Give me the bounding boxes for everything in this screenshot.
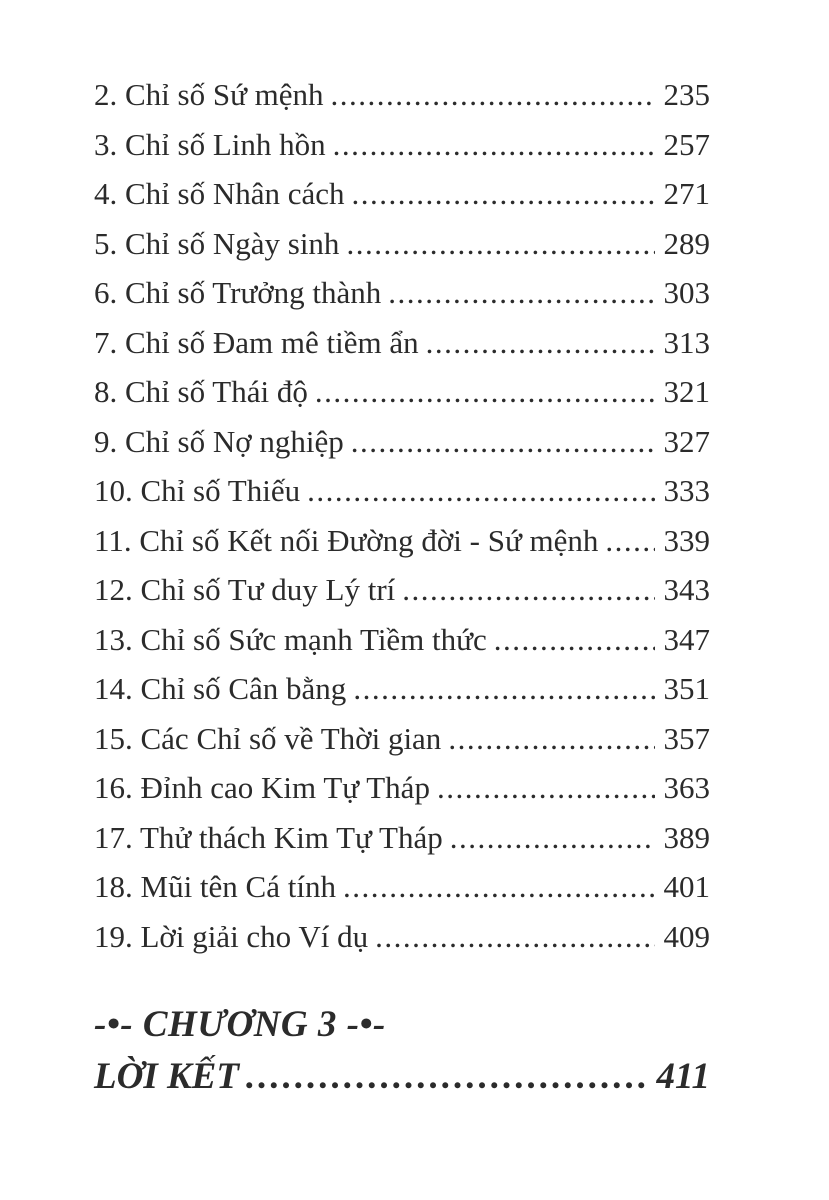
dot-leader [246,1051,648,1103]
toc-item-title: 19. Lời giải cho Ví dụ [94,918,369,954]
toc-item [94,664,710,714]
dot-leader [448,714,654,764]
toc-item-title: 11. Chỉ số Kết nối Đường đời - Sứ mệnh [94,522,599,558]
chapter-entry-page-number: 411 [656,1056,710,1097]
toc-item-title: 6. Chỉ số Trưởng thành [94,275,382,310]
dot-leader [494,615,655,665]
toc-item [94,516,710,566]
toc-item-page-number: 339 [663,522,710,558]
toc-item-page-number: 271 [663,176,710,211]
toc-item-page-number: 389 [663,819,710,855]
dot-leader [605,516,654,566]
toc-item [94,120,710,170]
toc-item-page-number: 401 [663,869,710,904]
dot-leader [437,763,655,813]
toc-item [94,70,710,120]
toc-item [94,714,710,764]
dot-leader [343,862,655,912]
toc-item-title: 13. Chỉ số Sức mạnh Tiềm thức [94,621,487,657]
toc-item [94,813,710,863]
toc-item-page-number: 409 [663,918,710,954]
toc-item [94,219,710,269]
toc-item-page-number: 303 [663,275,710,310]
toc-item [94,862,710,912]
toc-item-page-number: 321 [663,374,710,409]
dot-leader [346,219,654,269]
toc-item-title: 15. Các Chỉ số về Thời gian [94,720,442,756]
toc-item [94,466,710,516]
dot-leader [353,664,654,714]
toc-item-page-number: 347 [663,621,710,657]
toc-item [94,615,710,665]
toc-item-page-number: 333 [663,473,710,508]
toc-item-title: 2. Chỉ số Sứ mệnh [94,77,324,112]
chapter-entry [94,1051,710,1103]
toc-item-page-number: 289 [663,225,710,261]
toc-item-title: 5. Chỉ số Ngày sinh [94,225,340,261]
toc-item [94,565,710,615]
toc-item [94,367,710,417]
chapter-section [94,999,710,1103]
toc-item-title: 4. Chỉ số Nhân cách [94,176,345,211]
toc-item-page-number: 257 [663,126,710,162]
toc-item-title: 7. Chỉ số Đam mê tiềm ẩn [94,324,419,360]
toc-item-title: 14. Chỉ số Cân bằng [94,671,347,706]
toc-item-page-number: 343 [663,572,710,607]
dot-leader [402,565,654,615]
toc-item-title: 16. Đỉnh cao Kim Tự Tháp [94,770,430,805]
toc-item [94,318,710,368]
toc-item [94,912,710,962]
toc-item-page-number: 351 [663,671,710,706]
dot-leader [331,70,655,120]
toc-item [94,763,710,813]
toc-item-page-number: 235 [663,77,710,112]
dot-leader [375,912,654,962]
toc-item-title: 17. Thử thách Kim Tự Tháp [94,819,443,855]
toc-item-page-number: 327 [663,423,710,459]
toc-item [94,268,710,318]
toc-item [94,169,710,219]
dot-leader [315,367,655,417]
toc-item [94,417,710,467]
toc-item-page-number: 363 [663,770,710,805]
dot-leader [450,813,655,863]
toc-list [94,70,710,961]
dot-leader [351,417,655,467]
toc-item-title: 8. Chỉ số Thái độ [94,374,308,409]
dot-leader [307,466,654,516]
chapter-heading: -•- CHƯƠNG 3 -•- [94,1004,386,1045]
toc-item-page-number: 313 [663,324,710,360]
toc-item-title: 3. Chỉ số Linh hồn [94,126,326,162]
toc-item-title: 12. Chỉ số Tư duy Lý trí [94,572,396,607]
dot-leader [333,120,655,170]
toc-item-page-number: 357 [663,720,710,756]
dot-leader [388,268,654,318]
dot-leader [352,169,655,219]
chapter-entry-title: LỜI KẾT [94,1056,239,1097]
toc-item-title: 10. Chỉ số Thiếu [94,473,301,508]
toc-item-title: 18. Mũi tên Cá tính [94,869,336,904]
toc-item-title: 9. Chỉ số Nợ nghiệp [94,423,344,459]
dot-leader [426,318,655,368]
